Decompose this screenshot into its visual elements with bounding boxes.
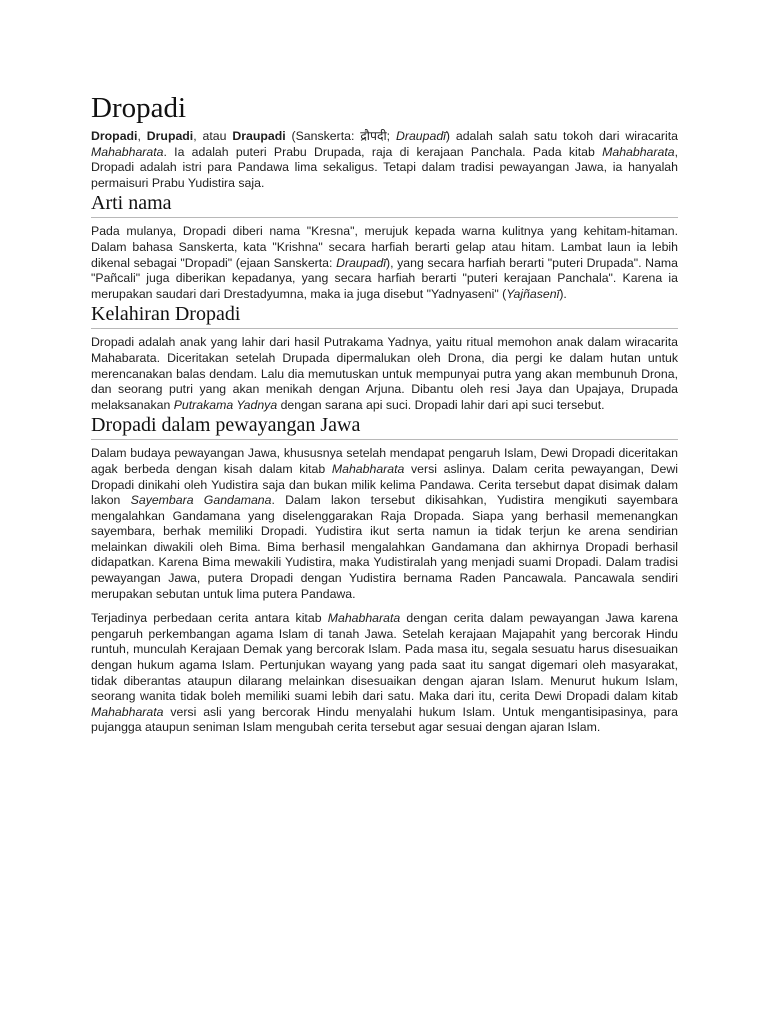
section-heading-kelahiran: Kelahiran Dropadi [91,302,678,329]
article-content [91,92,678,736]
section-heading-pewayangan: Dropadi dalam pewayangan Jawa [91,413,678,440]
name-drupadi: Drupadi [146,129,194,143]
page-title: Dropadi [91,92,187,124]
name-draupadi: Draupadi [232,129,286,143]
kelahiran-paragraph: Dropadi adalah anak yang lahir dari hasil Putrakama Yadnya, yaitu ritual memohon anak dalam wiracarita Mahabarata. Diceritakan setelah Drupada dipermalukan oleh Drona, dia pergi ke dalam hutan untuk merencanakan balas dendam. Lalu dia memutuskan untuk mempunyai putra yang akan membunuh Drona, dan seorang putri yang akan menikah dengan Arjuna. Dibantu oleh resi Jaya dan Upajaya, Drupada melaksanakan Putrakama Yadnya dengan sarana api suci. Dropadi lahir dari api suci tersebut. [91,335,678,412]
section-heading-arti-nama: Arti nama [91,191,678,218]
name-dropadi: Dropadi [91,129,138,143]
intro-paragraph: Dropadi, Drupadi, atau Draupadi (Sanskerta: द्रौपदी; Draupadī) adalah salah satu tokoh dari wiracarita Mahabharata. Ia adalah puteri Prabu Drupada, raja di kerajaan Panchala. Pada kitab Mahabharata, Dropadi adalah istri para Pandawa lima sekaligus. Tetapi dalam tradisi pewayangan Jawa, ia hanyalah permaisuri Prabu Yudistira saja. [91,129,678,190]
pewayangan-paragraph-1: Dalam budaya pewayangan Jawa, khususnya setelah mendapat pengaruh Islam, Dewi Dropadi diceritakan agak berbeda dengan kisah dalam kitab Mahabharata versi aslinya. Dalam cerita pewayangan, Dewi Dropadi dinikahi oleh Yudistira saja dan bukan milik kelima Pandawa. Cerita tersebut dapat disimak dalam lakon Sayembara Gandamana. Dalam lakon tersebut dikisahkan, Yudistira mengikuti sayembara mengalahkan Gandamana yang diselenggarakan Raja Dropada. Siapa yang berhasil memenangkan sayembara, berhak memiliki Dropadi. Yudistira ikut serta namun ia tidak terjun ke arena sendirian melainkan diwakili oleh Bima. Bima berhasil mengalahkan Gandamana dan akhirnya Dropadi berhasil didapatkan. Karena Bima mewakili Yudistira, maka Yudistiralah yang menjadi suami Dropadi. Dalam tradisi pewayangan Jawa, putera Dropadi dengan Yudistira bernama Raden Pancawala. Pancawala sendiri merupakan sebutan untuk lima putera Pandawa. [91,446,678,601]
arti-nama-paragraph: Pada mulanya, Dropadi diberi nama "Kresna", merujuk kepada warna kulitnya yang kehitam-hitaman. Dalam bahasa Sanskerta, kata "Krishna" secara harfiah berarti gelap atau hitam. Lambat laun ia lebih dikenal sebagai "Dropadi" (ejaan Sanskerta: Draupadī), yang secara harfiah berarti "puteri Drupada". Nama "Pañcali" juga diberikan kepadanya, yang secara harfiah berarti "puteri kerajaan Panchala". Karena ia merupakan saudari dari Drestadyumna, maka ia juga disebut "Yadnyaseni" (Yajñasenī). [91,224,678,301]
pewayangan-paragraph-2: Terjadinya perbedaan cerita antara kitab Mahabharata dengan cerita dalam pewayangan Jawa karena pengaruh perkembangan agama Islam di tanah Jawa. Setelah kerajaan Majapahit yang bercorak Hindu runtuh, munculah Kerajaan Demak yang bercorak Islam. Pada masa itu, segala sesuatu harus disesuaikan dengan hukum agama Islam. Pertunjukan wayang yang pada saat itu sangat digemari oleh masyarakat, tidak diberantas ataupun dilarang melainkan disesuaikan dengan ajaran Islam. Menurut hukum Islam, seorang wanita tidak boleh memiliki suami lebih dari satu. Maka dari itu, cerita Dewi Dropadi dalam kitab Mahabharata versi asli yang bercorak Hindu menyalahi hukum Islam. Untuk mengantisipasinya, para pujangga ataupun seniman Islam mengubah cerita tersebut agar sesuai dengan ajaran Islam. [91,611,678,735]
